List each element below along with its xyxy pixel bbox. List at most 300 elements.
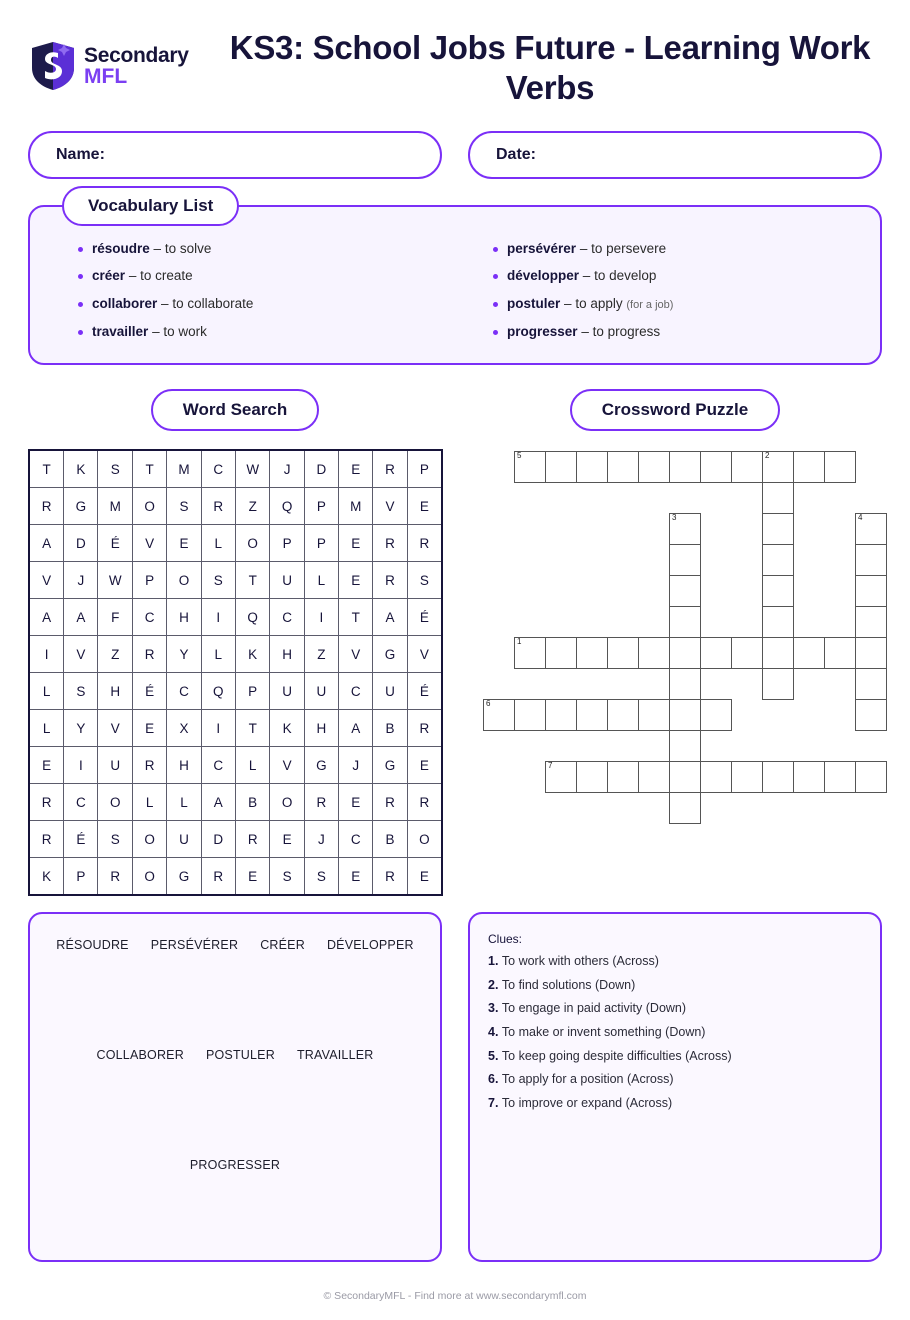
crossword-cell[interactable] [576, 451, 608, 483]
wordsearch-cell[interactable]: A [373, 599, 407, 636]
wordsearch-cell[interactable]: R [407, 784, 442, 821]
wordsearch-cell[interactable]: É [133, 673, 167, 710]
wordsearch-cell[interactable]: H [304, 710, 338, 747]
wordsearch-cell[interactable]: K [270, 710, 304, 747]
wordsearch-cell[interactable]: S [270, 858, 304, 896]
wordsearch-cell[interactable]: U [373, 673, 407, 710]
wordsearch-cell[interactable]: L [133, 784, 167, 821]
wordsearch-cell[interactable]: R [29, 821, 64, 858]
wordsearch-cell[interactable]: T [29, 450, 64, 488]
brand-line-1: Secondary [84, 44, 189, 67]
crossword-cell[interactable] [855, 699, 887, 731]
wordsearch-cell[interactable]: A [29, 525, 64, 562]
page-title: KS3: School Jobs Future - Learning Work Verbs [229, 29, 871, 107]
crossword-cell[interactable] [762, 668, 794, 700]
wordsearch-cell[interactable]: H [98, 673, 133, 710]
list-item [78, 241, 435, 258]
wordsearch-cell[interactable]: J [339, 747, 373, 784]
page-header [28, 20, 882, 109]
wordsearch-cell[interactable]: P [304, 488, 338, 525]
vocab-meaning: to collaborate [172, 296, 254, 312]
wordsearch-cell[interactable]: H [167, 747, 201, 784]
vocabulary-legend: Vocabulary List [62, 186, 239, 226]
wordsearch-row [29, 673, 442, 710]
wordsearch-cell[interactable]: L [201, 525, 235, 562]
wordsearch-cell[interactable]: C [339, 673, 373, 710]
wordsearch-cell[interactable]: T [235, 710, 270, 747]
wordsearch-cell[interactable]: C [133, 599, 167, 636]
wordsearch-cell[interactable]: A [64, 599, 98, 636]
wordsearch-row [29, 525, 442, 562]
wordsearch-cell[interactable]: S [407, 562, 442, 599]
vocab-term: persévérer [507, 240, 577, 256]
crossword-cell[interactable] [669, 637, 701, 669]
vocab-term: travailler [92, 324, 149, 340]
crossword-cell[interactable] [762, 544, 794, 576]
wordsearch-cell[interactable]: Q [201, 673, 235, 710]
wordsearch-cell[interactable]: A [339, 710, 373, 747]
clue-item: 2. To find solutions (Down) [488, 977, 636, 992]
vocab-term: développer [507, 268, 580, 284]
wordsearch-cell[interactable]: M [98, 488, 133, 525]
wordsearch-cell[interactable]: E [339, 562, 373, 599]
wordsearch-cell[interactable]: R [373, 562, 407, 599]
crossword-cell[interactable] [762, 451, 794, 483]
wordsearch-cell[interactable]: Q [235, 599, 270, 636]
wordsearch-cell[interactable]: R [133, 636, 167, 673]
crossword-cell[interactable] [700, 451, 732, 483]
vocab-dash: – [152, 324, 160, 340]
list-item [78, 268, 435, 285]
wordsearch-cell[interactable]: A [29, 599, 64, 636]
crossword-cell[interactable] [855, 513, 887, 545]
crossword-cell[interactable] [669, 699, 701, 731]
wordsearch-cell[interactable]: R [373, 784, 407, 821]
wordsearch-cell[interactable]: G [373, 747, 407, 784]
clues-label: Clues: [488, 932, 523, 946]
wordsearch-cell[interactable]: H [270, 636, 304, 673]
wordsearch-cell[interactable]: O [133, 821, 167, 858]
wordlist-row-2 [46, 1048, 424, 1062]
wordsearch-row [29, 488, 442, 525]
wordsearch-title: Word Search [151, 389, 320, 431]
wordsearch-cell[interactable]: R [29, 784, 64, 821]
wordsearch-cell[interactable]: C [167, 673, 201, 710]
vocab-dash: – [582, 268, 591, 284]
crossword-cell[interactable] [545, 699, 577, 731]
vocab-meaning: to progress [592, 324, 661, 340]
wordsearch-cell[interactable]: C [201, 450, 235, 488]
wordsearch-cell[interactable]: S [304, 858, 338, 896]
clue-item: 4. To make or invent something (Down) [488, 1024, 706, 1039]
crossword-cell[interactable] [514, 451, 546, 483]
wordsearch-cell[interactable]: I [201, 599, 235, 636]
wordsearch-cell[interactable]: C [270, 599, 304, 636]
wordsearch-cell[interactable]: É [98, 525, 133, 562]
vocab-term: créer [92, 268, 126, 284]
vocabulary-panel [28, 195, 882, 366]
wordlist-word: CRÉER [260, 938, 305, 952]
wordsearch-row [29, 747, 442, 784]
vocab-dash: – [581, 324, 589, 340]
wordsearch-cell[interactable]: L [304, 562, 338, 599]
puzzle-sections [28, 389, 882, 896]
crossword-cell[interactable] [762, 606, 794, 638]
wordsearch-cell[interactable]: O [133, 488, 167, 525]
crossword-clues-box [468, 912, 882, 1262]
wordsearch-cell[interactable]: Z [98, 636, 133, 673]
wordsearch-cell[interactable]: U [167, 821, 201, 858]
wordsearch-cell[interactable]: R [201, 488, 235, 525]
wordsearch-row [29, 821, 442, 858]
wordsearch-cell[interactable]: V [98, 710, 133, 747]
crossword-title: Crossword Puzzle [570, 389, 780, 431]
wordsearch-cell[interactable]: J [270, 450, 304, 488]
wordsearch-cell[interactable]: É [407, 599, 442, 636]
wordsearch-cell[interactable]: E [339, 450, 373, 488]
wordsearch-cell[interactable]: E [29, 747, 64, 784]
wordsearch-cell[interactable]: J [304, 821, 338, 858]
crossword-cell[interactable] [793, 637, 825, 669]
crossword-cell[interactable] [514, 637, 546, 669]
crossword-cell[interactable] [607, 637, 639, 669]
wordsearch-cell[interactable]: L [29, 710, 64, 747]
name-field[interactable] [28, 131, 442, 179]
name-date-row [28, 131, 882, 179]
crossword-cell[interactable] [576, 761, 608, 793]
crossword-cell[interactable] [700, 699, 732, 731]
crossword-cell[interactable] [793, 761, 825, 793]
wordlist-word: COLLABORER [96, 1048, 184, 1062]
wordsearch-cell[interactable]: S [201, 562, 235, 599]
crossword-cell[interactable] [669, 513, 701, 545]
wordsearch-cell[interactable]: L [201, 636, 235, 673]
wordsearch-cell[interactable]: V [373, 488, 407, 525]
crossword-cell[interactable] [638, 451, 670, 483]
wordsearch-cell[interactable]: E [133, 710, 167, 747]
crossword-cell-number: 5 [517, 451, 522, 460]
crossword-cell[interactable] [762, 637, 794, 669]
crossword-cell[interactable] [576, 637, 608, 669]
wordsearch-cell[interactable]: R [133, 747, 167, 784]
wordsearch-cell[interactable]: Y [64, 710, 98, 747]
wordsearch-cell[interactable]: M [339, 488, 373, 525]
crossword-grid[interactable] [468, 445, 882, 865]
crossword-cell[interactable] [669, 451, 701, 483]
wordsearch-cell[interactable]: U [270, 562, 304, 599]
wordlist-word: TRAVAILLER [296, 1048, 374, 1062]
wordsearch-cell[interactable]: X [167, 710, 201, 747]
clue-item: 3. To engage in paid activity (Down) [488, 1001, 687, 1016]
wordsearch-cell[interactable]: L [29, 673, 64, 710]
vocab-dash: – [564, 296, 572, 312]
wordsearch-column [28, 389, 442, 896]
crossword-cell[interactable] [762, 761, 794, 793]
wordsearch-cell[interactable]: E [167, 525, 201, 562]
crossword-cell-number: 2 [765, 451, 770, 460]
crossword-cell[interactable] [607, 761, 639, 793]
wordsearch-row [29, 599, 442, 636]
crossword-cell[interactable] [545, 637, 577, 669]
crossword-cell[interactable] [762, 575, 794, 607]
wordsearch-cell[interactable]: I [29, 636, 64, 673]
wordsearch-cell[interactable]: S [167, 488, 201, 525]
clues-list [486, 954, 864, 1111]
crossword-cell[interactable] [545, 761, 577, 793]
page-footer: © SecondaryMFL - Find more at www.secondarymfl.com [323, 1290, 587, 1302]
wordsearch-cell[interactable]: P [235, 673, 270, 710]
crossword-cell[interactable] [824, 451, 856, 483]
crossword-cell[interactable] [483, 699, 515, 731]
wordsearch-cell[interactable]: P [64, 858, 98, 896]
vocab-term: collaborer [92, 296, 158, 312]
wordsearch-cell[interactable]: O [407, 821, 442, 858]
date-label: Date: [496, 145, 537, 163]
crossword-cell[interactable] [731, 637, 763, 669]
crossword-cell[interactable] [762, 482, 794, 514]
wordsearch-cell[interactable]: M [167, 450, 201, 488]
wordsearch-row [29, 858, 442, 896]
wordsearch-cell[interactable]: S [98, 450, 133, 488]
list-item [78, 296, 435, 313]
vocab-term: progresser [507, 324, 578, 340]
wordsearch-row [29, 562, 442, 599]
clue-item: 6. To apply for a position (Across) [488, 1072, 674, 1087]
wordsearch-cell[interactable]: R [29, 488, 64, 525]
crossword-cell[interactable] [669, 730, 701, 762]
vocab-note: (for a job) [626, 299, 674, 312]
crossword-cell-number: 4 [858, 513, 863, 522]
wordlist-word: RÉSOUDRE [56, 938, 129, 952]
wordsearch-cell[interactable]: S [98, 821, 133, 858]
crossword-cell[interactable] [855, 637, 887, 669]
vocab-meaning: to create [140, 268, 193, 284]
wordsearch-cell[interactable]: É [64, 821, 98, 858]
list-item [493, 241, 850, 258]
list-item [78, 324, 435, 341]
wordsearch-cell[interactable]: L [167, 784, 201, 821]
wordsearch-cell[interactable]: A [201, 784, 235, 821]
crossword-cell-number: 7 [548, 761, 553, 770]
vocab-term: résoudre [92, 240, 150, 256]
wordsearch-cell[interactable]: G [64, 488, 98, 525]
list-item [493, 296, 850, 313]
crossword-cell[interactable] [855, 761, 887, 793]
wordsearch-cell[interactable]: K [64, 450, 98, 488]
vocab-meaning: to develop [594, 268, 657, 284]
wordsearch-cell[interactable]: E [339, 858, 373, 896]
crossword-cell-number: 6 [486, 699, 491, 708]
wordsearch-row [29, 636, 442, 673]
wordlist-word: DÉVELOPPER [326, 938, 414, 952]
clue-item: 1. To work with others (Across) [488, 954, 659, 968]
crossword-cell[interactable] [638, 699, 670, 731]
wordsearch-cell[interactable]: O [133, 858, 167, 896]
wordsearch-cell[interactable]: B [235, 784, 270, 821]
wordsearch-cell[interactable]: K [29, 858, 64, 896]
name-label: Name: [56, 145, 105, 163]
crossword-cell[interactable] [855, 668, 887, 700]
crossword-cell[interactable] [731, 451, 763, 483]
wordsearch-cell[interactable]: D [64, 525, 98, 562]
wordlist-word: PROGRESSER [189, 1158, 281, 1172]
wordsearch-cell[interactable]: D [201, 821, 235, 858]
wordsearch-cell[interactable]: G [304, 747, 338, 784]
crossword-cell[interactable] [793, 451, 825, 483]
crossword-cell[interactable] [669, 606, 701, 638]
wordsearch-cell[interactable]: L [235, 747, 270, 784]
wordsearch-cell[interactable]: S [64, 673, 98, 710]
wordsearch-cell[interactable]: R [201, 858, 235, 896]
wordsearch-cell[interactable]: R [235, 821, 270, 858]
vocabulary-column-left [60, 241, 435, 342]
wordsearch-cell[interactable]: V [64, 636, 98, 673]
wordsearch-cell[interactable]: D [304, 450, 338, 488]
crossword-cell-number: 1 [517, 637, 522, 646]
wordsearch-cell[interactable]: V [133, 525, 167, 562]
list-item [493, 324, 850, 341]
wordsearch-cell[interactable]: G [167, 858, 201, 896]
wordsearch-cell[interactable]: H [167, 599, 201, 636]
wordsearch-cell[interactable]: V [29, 562, 64, 599]
crossword-cell[interactable] [514, 699, 546, 731]
wordsearch-cell[interactable]: O [235, 525, 270, 562]
wordsearch-cell[interactable]: C [201, 747, 235, 784]
wordsearch-cell[interactable]: U [304, 673, 338, 710]
wordsearch-cell[interactable]: V [407, 636, 442, 673]
crossword-cell[interactable] [669, 792, 701, 824]
wordsearch-cell[interactable]: B [373, 821, 407, 858]
crossword-cell[interactable] [700, 637, 732, 669]
crossword-cell[interactable] [607, 699, 639, 731]
vocab-meaning: to solve [164, 240, 212, 256]
wordlist-word: POSTULER [205, 1048, 275, 1062]
wordsearch-cell[interactable]: Z [235, 488, 270, 525]
crossword-cell[interactable] [607, 451, 639, 483]
crossword-cell[interactable] [669, 668, 701, 700]
list-item [493, 268, 850, 285]
wordsearch-cell[interactable]: C [64, 784, 98, 821]
wordsearch-cell[interactable]: W [98, 562, 133, 599]
wordsearch-cell[interactable]: V [270, 747, 304, 784]
wordlist-row-1 [46, 938, 424, 952]
crossword-cell[interactable] [576, 699, 608, 731]
wordsearch-row [29, 710, 442, 747]
crossword-cell[interactable] [855, 544, 887, 576]
crossword-cell[interactable] [638, 637, 670, 669]
wordsearch-cell[interactable]: U [270, 673, 304, 710]
vocab-dash: – [128, 268, 137, 284]
crossword-cell[interactable] [669, 575, 701, 607]
wordlist-word: PERSÉVÉRER [150, 938, 239, 952]
wordsearch-cell[interactable]: V [339, 636, 373, 673]
brand-line-2: MFL [84, 65, 128, 88]
wordsearch-cell[interactable]: W [235, 450, 270, 488]
shield-logo-icon [28, 40, 78, 92]
wordsearch-cell[interactable]: B [373, 710, 407, 747]
wordsearch-cell[interactable]: I [201, 710, 235, 747]
wordsearch-cell[interactable]: U [98, 747, 133, 784]
wordsearch-cell[interactable]: Q [270, 488, 304, 525]
crossword-cell[interactable] [669, 761, 701, 793]
wordsearch-cell[interactable]: Y [167, 636, 201, 673]
vocab-dash: – [579, 240, 588, 256]
wordsearch-cell[interactable]: C [339, 821, 373, 858]
wordsearch-cell[interactable]: I [64, 747, 98, 784]
bottom-row [28, 912, 882, 1262]
wordsearch-cell[interactable]: T [133, 450, 167, 488]
wordsearch-cell[interactable]: É [407, 673, 442, 710]
wordsearch-cell[interactable]: Z [304, 636, 338, 673]
crossword-column [468, 389, 882, 896]
wordsearch-cell[interactable]: T [235, 562, 270, 599]
wordsearch-cell[interactable]: R [407, 525, 442, 562]
wordsearch-cell[interactable]: E [235, 858, 270, 896]
wordsearch-cell[interactable]: P [304, 525, 338, 562]
wordsearch-cell[interactable]: R [373, 450, 407, 488]
clue-item: 5. To keep going despite difficulties (Across) [488, 1048, 732, 1063]
crossword-cell-number: 3 [672, 513, 677, 522]
brand-logo [28, 28, 218, 92]
wordsearch-cell[interactable]: K [235, 636, 270, 673]
date-field[interactable] [468, 131, 882, 179]
crossword-cell[interactable] [638, 761, 670, 793]
crossword-cell[interactable] [731, 761, 763, 793]
wordsearch-cell[interactable]: O [98, 784, 133, 821]
wordsearch-cell[interactable]: R [373, 858, 407, 896]
crossword-cell[interactable] [824, 761, 856, 793]
wordsearch-cell[interactable]: R [304, 784, 338, 821]
wordsearch-cell[interactable]: P [133, 562, 167, 599]
crossword-cell[interactable] [855, 606, 887, 638]
wordsearch-cell[interactable]: E [407, 858, 442, 896]
wordsearch-cell[interactable]: E [270, 821, 304, 858]
wordsearch-cell[interactable]: J [64, 562, 98, 599]
crossword-cell[interactable] [824, 637, 856, 669]
crossword-cell[interactable] [762, 513, 794, 545]
vocab-meaning: to work [163, 324, 207, 340]
crossword-cell[interactable] [669, 544, 701, 576]
vocab-term: postuler [507, 296, 561, 312]
wordsearch-cell[interactable]: E [339, 784, 373, 821]
vocab-dash: – [161, 296, 169, 312]
wordsearch-cell[interactable]: O [167, 562, 201, 599]
wordsearch-cell[interactable]: R [373, 525, 407, 562]
wordsearch-cell[interactable]: R [98, 858, 133, 896]
crossword-cell[interactable] [545, 451, 577, 483]
clue-item: 7. To improve or expand (Across) [488, 1095, 673, 1110]
wordsearch-cell[interactable]: E [407, 488, 442, 525]
wordsearch-cell[interactable]: O [270, 784, 304, 821]
vocab-meaning: to apply [575, 296, 623, 312]
wordsearch-cell[interactable]: T [339, 599, 373, 636]
brand-wordmark [84, 45, 189, 87]
wordsearch-cell[interactable]: P [270, 525, 304, 562]
wordsearch-row [29, 784, 442, 821]
wordsearch-cell[interactable]: I [304, 599, 338, 636]
wordsearch-cell[interactable]: F [98, 599, 133, 636]
crossword-cell[interactable] [855, 575, 887, 607]
vocab-meaning: to persevere [591, 240, 667, 256]
wordsearch-cell[interactable]: E [407, 747, 442, 784]
wordsearch-cell[interactable]: P [407, 450, 442, 488]
wordsearch-grid[interactable] [28, 449, 443, 896]
wordsearch-cell[interactable]: R [407, 710, 442, 747]
crossword-cell[interactable] [700, 761, 732, 793]
wordsearch-cell[interactable]: E [339, 525, 373, 562]
vocab-dash: – [153, 240, 162, 256]
wordsearch-cell[interactable]: G [373, 636, 407, 673]
